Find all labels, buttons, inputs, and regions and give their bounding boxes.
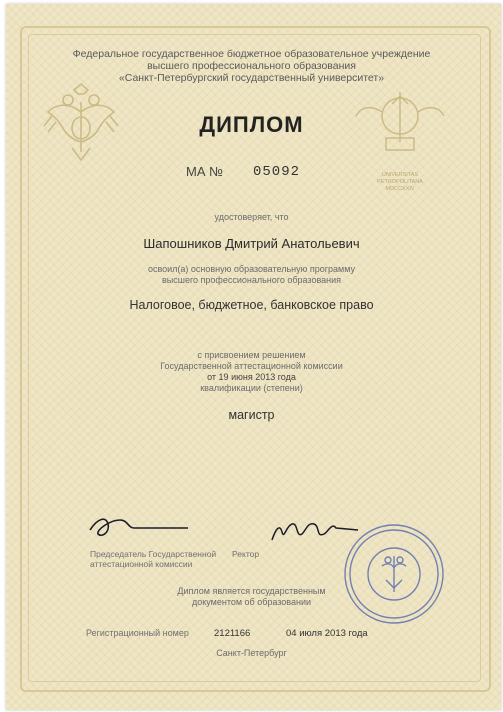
program-name: Налоговое, бюджетное, банковское право [129,298,374,312]
issuer-line-3: «Санкт-Петербургский государственный университет» [118,72,385,84]
university-seal-text: UNIVERSITAS PETROPOLITANA MDCCXXIV [377,172,423,192]
issuer-line-1: Федеральное государственное бюджетное образовательное учреждение [72,48,431,60]
certifies-text: удостоверяет, что [214,212,289,222]
issuer-line-2: высшего профессионального образования [147,60,356,72]
registration-date: 04 июля 2013 года [286,628,368,639]
award-text [0,350,503,394]
chair-label-line-2: аттестационной комиссии [90,559,193,569]
diploma-number: 05092 [253,164,301,180]
document-title: ДИПЛОМ [199,112,304,137]
chair-label [90,549,216,569]
legal-text [0,586,503,608]
qualification: магистр [228,408,275,422]
award-line-3: от 19 июня 2013 года [207,372,296,382]
rector-label: Ректор [232,549,260,559]
chair-label-line-1: Председатель Государственной [90,549,217,559]
registration-label: Регистрационный номер [86,628,189,638]
mastered-text [0,264,503,286]
series-label: МА № [186,164,224,179]
legal-line-2: документом об образовании [191,597,312,607]
chair-signature [84,506,194,546]
award-line-2: Государственной аттестационной комиссии [160,361,343,371]
city: Санкт-Петербург [216,648,287,658]
mastered-line-2: высшего профессионального образования [161,275,342,285]
legal-line-1: Диплом является государственным [177,586,326,596]
mastered-line-1: освоил(а) основную образовательную программу [147,264,356,274]
issuer-header [0,48,503,84]
award-line-1: с присвоением решением [197,350,306,360]
registration-number: 2121166 [214,628,251,639]
award-line-4: квалификации (степени) [200,383,303,393]
holder-name: Шапошников Дмитрий Анатольевич [143,236,360,251]
official-stamp-icon [342,522,446,626]
